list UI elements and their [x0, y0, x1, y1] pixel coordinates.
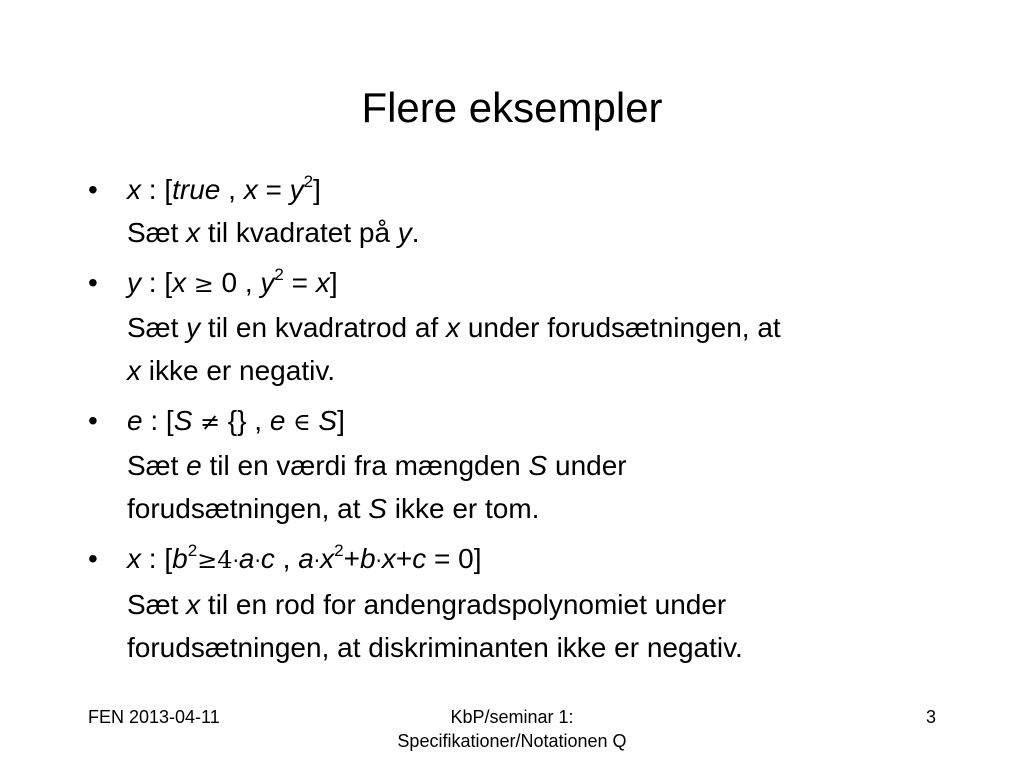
- description-var: y: [186, 312, 201, 343]
- footer-course-line1: KbP/seminar 1:: [450, 707, 574, 727]
- formula-var: a: [298, 543, 314, 574]
- formula-text: ,: [220, 174, 244, 205]
- formula-var: x: [127, 543, 141, 574]
- formula-text: : [: [141, 543, 173, 574]
- formula-var: e: [269, 405, 286, 436]
- footer-date: FEN 2013-04-11: [88, 707, 220, 727]
- page-number: 3: [925, 707, 936, 727]
- description-var: x: [186, 217, 201, 248]
- slide-title: Flere eksempler: [361, 84, 663, 131]
- cdot-symbol: ·: [313, 549, 321, 573]
- formula-var: b: [359, 543, 376, 574]
- description-text: Sæt: [127, 450, 187, 481]
- description-var: e: [186, 450, 202, 481]
- description-text: Sæt: [127, 589, 187, 620]
- formula-exponent: 2: [303, 172, 314, 191]
- description-text: til en værdi fra mængden: [201, 450, 529, 481]
- formula-text: ]: [337, 405, 345, 436]
- description-text: til en kvadratrod af: [200, 312, 447, 343]
- description-text: Sæt: [127, 217, 187, 248]
- description-var: S: [368, 493, 387, 524]
- description-line: [127, 211, 988, 254]
- formula-var: x: [172, 267, 187, 298]
- formula-text: ]: [313, 174, 321, 205]
- formula-var: S: [173, 405, 193, 436]
- bullet-marker: •: [88, 405, 98, 436]
- formula-exponent: 2: [274, 265, 284, 284]
- formula-text: +: [343, 543, 360, 574]
- description-text: under forudsætningen, at: [460, 312, 781, 343]
- bullet-item-2: [88, 261, 988, 392]
- formula-var: e: [127, 405, 143, 436]
- formula-text: : [: [141, 174, 173, 205]
- formula-pre: true: [172, 174, 221, 205]
- bullet-marker: •: [88, 174, 98, 205]
- description-text: .: [411, 217, 420, 248]
- formula-text: : [: [142, 405, 174, 436]
- bullet-list: [88, 168, 988, 669]
- description-line: [127, 626, 988, 669]
- description-text: forudsætningen, at diskriminanten ikke er negativ.: [127, 632, 743, 663]
- formula-text: ,: [274, 543, 299, 574]
- formula-text: 0 ,: [221, 267, 261, 298]
- formula-var: x: [320, 543, 335, 574]
- bullet-item-1: [88, 168, 988, 254]
- formula-text: ]: [329, 267, 338, 298]
- description-line: [127, 487, 988, 530]
- geq-symbol: ≥: [186, 270, 222, 298]
- description-text: ikke er negativ.: [141, 355, 336, 386]
- formula-var: y: [289, 174, 304, 205]
- formula-var: y: [260, 267, 275, 298]
- bullet-item-3: [88, 399, 988, 530]
- description-text: forudsætningen, at: [127, 493, 369, 524]
- description-text: under: [547, 450, 627, 481]
- description-text: ikke er tom.: [386, 493, 540, 524]
- formula-text: : [: [141, 267, 173, 298]
- formula-exponent: 2: [187, 541, 198, 560]
- formula-line: [127, 399, 988, 444]
- formula-line: [127, 261, 988, 306]
- description-var: x: [127, 355, 141, 386]
- formula-var: x: [243, 174, 258, 205]
- formula-var: y: [127, 267, 141, 298]
- cdot-symbol: ·: [232, 549, 239, 573]
- bullet-marker: •: [88, 543, 98, 574]
- bullet-marker: •: [88, 267, 98, 298]
- description-line: [127, 583, 988, 626]
- cdot-symbol: ·: [254, 549, 261, 573]
- description-text: Sæt: [127, 312, 187, 343]
- description-var: y: [397, 217, 412, 248]
- neq-symbol: ≠: [192, 408, 228, 436]
- formula-text: +: [395, 543, 413, 574]
- footer-course-line2: Specifikationer/Notationen Q: [397, 731, 627, 751]
- formula-var: a: [238, 543, 255, 574]
- description-line: [127, 349, 988, 392]
- description-line: [127, 444, 988, 487]
- formula-text: = 0]: [426, 543, 482, 574]
- formula-text: {} ,: [227, 405, 270, 436]
- formula-var: c: [412, 543, 427, 574]
- bullet-item-4: [88, 537, 988, 669]
- footer-course: [362, 705, 662, 753]
- description-line: [127, 306, 988, 349]
- cdot-symbol: ·: [375, 549, 382, 573]
- description-var: x: [186, 589, 201, 620]
- formula-text: =: [257, 174, 290, 205]
- formula-var: x: [315, 267, 330, 298]
- element-of-symbol: ∈: [285, 408, 319, 436]
- description-text: til en rod for andengradspolynomiet under: [200, 589, 727, 620]
- formula-var: x: [127, 174, 141, 205]
- formula-line: [127, 537, 988, 583]
- formula-var: x: [381, 543, 396, 574]
- formula-var: c: [260, 543, 275, 574]
- formula-text: =: [283, 267, 316, 298]
- description-var: S: [528, 450, 548, 481]
- formula-line: [127, 168, 988, 211]
- geq-symbol: ≥4: [197, 546, 233, 574]
- formula-exponent: 2: [334, 541, 344, 560]
- formula-var: b: [172, 543, 188, 574]
- formula-var: S: [318, 405, 338, 436]
- description-var: x: [446, 312, 461, 343]
- description-text: til kvadratet på: [200, 217, 398, 248]
